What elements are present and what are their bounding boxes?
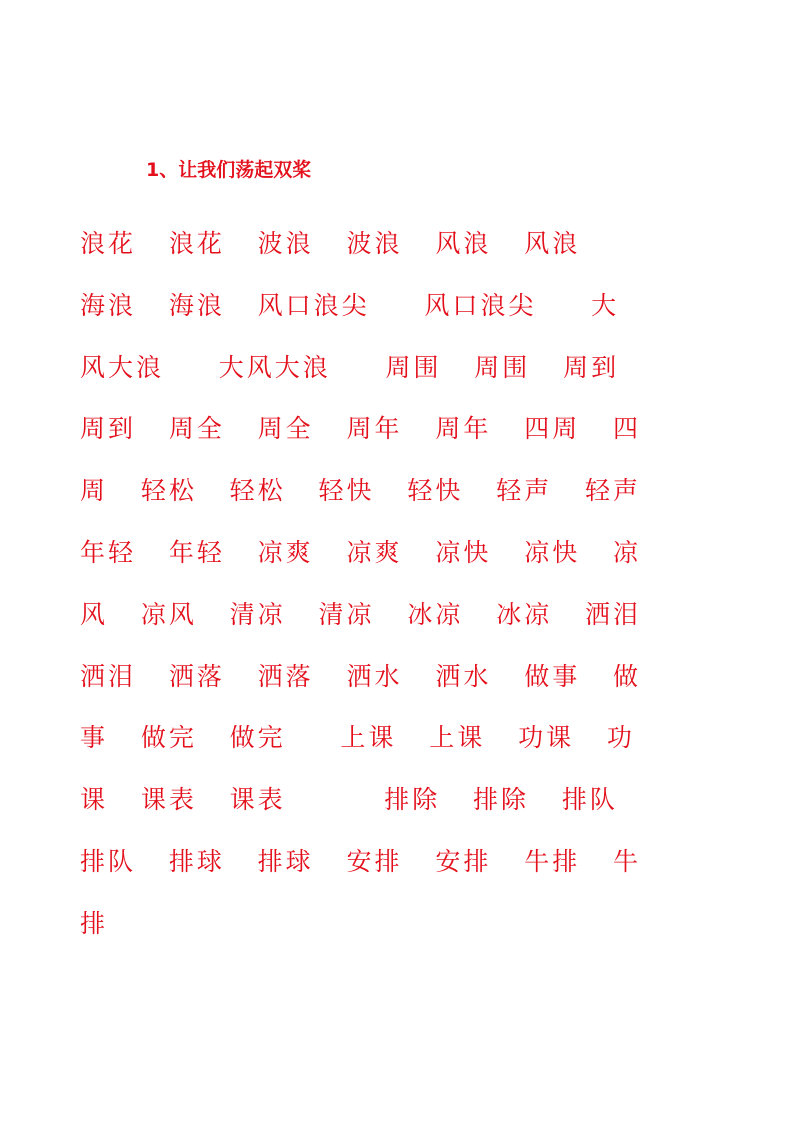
word-line: 课 课表 课表 排除 排除 排队 [80, 785, 618, 815]
word-line: 排队 排球 排球 安排 安排 牛排 牛 [80, 846, 642, 876]
word-line: 风大浪 大风大浪 周围 周围 周到 [80, 352, 620, 382]
word-line: 海浪 海浪 风口浪尖 风口浪尖 大 [80, 290, 620, 320]
word-line: 风 凉风 清凉 清凉 冰凉 冰凉 洒泪 [80, 599, 642, 629]
word-line: 周 轻松 轻松 轻快 轻快 轻声 轻声 [80, 476, 642, 506]
word-list [80, 213, 712, 955]
word-line: 洒泪 洒落 洒落 洒水 洒水 做事 做 [80, 661, 642, 691]
word-line: 周到 周全 周全 周年 周年 四周 四 [80, 414, 642, 444]
section-heading: 1、让我们荡起双桨 [146, 159, 312, 181]
word-line: 排 [80, 908, 109, 938]
word-line: 事 做完 做完 上课 上课 功课 功 [80, 723, 635, 753]
word-line: 浪花 浪花 波浪 波浪 风浪 风浪 [80, 229, 581, 258]
word-line: 年轻 年轻 凉爽 凉爽 凉快 凉快 凉 [80, 537, 642, 567]
